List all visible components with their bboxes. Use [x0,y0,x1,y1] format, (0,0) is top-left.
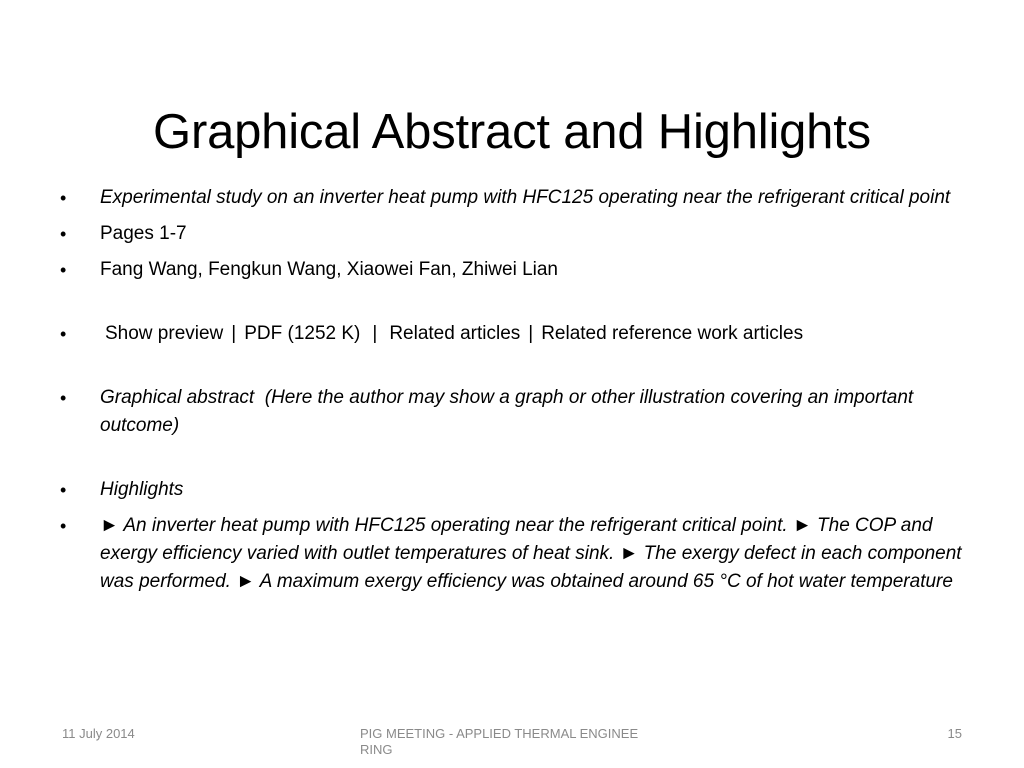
authors-text: Fang Wang, Fengkun Wang, Xiaowei Fan, Zhiwei Lian [100,259,558,280]
bullet-article-title [60,184,970,212]
graphical-abstract-note: (Here the author may show a graph or other illustration covering an important outcome) [100,387,914,436]
related-articles-link[interactable]: Related articles [389,323,521,344]
highlights-label: Highlights [100,479,184,500]
bullet-highlights-text [60,512,970,596]
bullet-dot: • [60,188,67,208]
bullet-dot: • [60,324,67,344]
bullet-pages [60,220,970,248]
bullet-highlights-label [60,476,970,504]
highlights-text: ► An inverter heat pump with HFC125 operating near the refrigerant critical point. ► The COP and exergy efficiency varied with outlet temperatures of heat sink. ► The exergy defect in each component was performed. ► A maximum exergy efficiency was obtained around 65 °C of hot water temperature [100,515,962,592]
footer-date: 11 July 2014 [62,726,135,741]
slide-title: Graphical Abstract and Highlights [153,104,871,159]
article-title-text: Experimental study on an inverter heat pump with HFC125 operating near the refrigerant critical point [100,187,951,208]
bullet-list [60,184,970,604]
show-preview-link[interactable]: Show preview [105,323,224,344]
footer-page-number: 15 [947,726,962,741]
link-separator: | [372,323,378,344]
pdf-link[interactable]: PDF (1252 K) [244,323,361,344]
bullet-graphical-abstract [60,384,970,440]
bullet-dot: • [60,224,67,244]
bullet-dot: • [60,516,67,536]
related-reference-link[interactable]: Related reference work articles [541,323,804,344]
link-separator: | [231,323,237,344]
footer-title: PIG MEETING - APPLIED THERMAL ENGINEE RING [360,726,639,757]
link-separator: | [528,323,534,344]
bullet-links [60,320,970,348]
pages-text: Pages 1-7 [100,223,187,244]
bullet-dot: • [60,260,67,280]
bullet-authors [60,256,970,284]
graphical-abstract-label: Graphical abstract [100,387,255,408]
bullet-dot: • [60,388,67,408]
bullet-dot: • [60,480,67,500]
